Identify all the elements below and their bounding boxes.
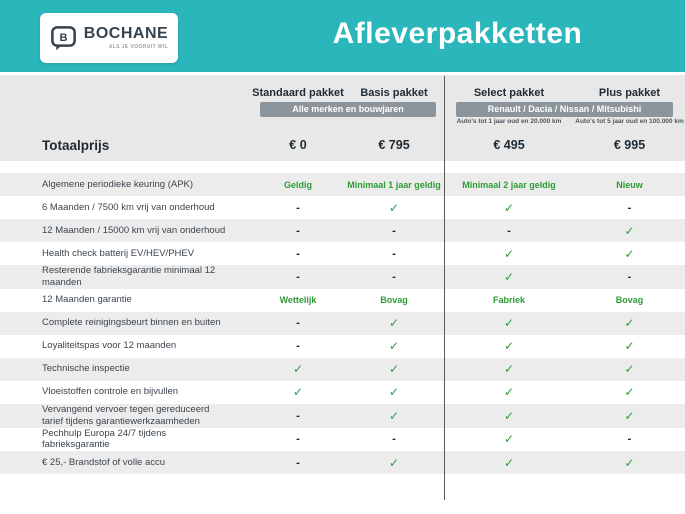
row-label: Technische inspectie	[42, 363, 130, 375]
group-badge-wrap-left	[252, 102, 444, 117]
total-price-basis: € 795	[378, 138, 410, 152]
row-cell: ✓	[624, 246, 635, 261]
row-cell: ✓	[503, 316, 515, 331]
row-cell: -	[296, 201, 300, 214]
brand-name: BOCHANE	[83, 25, 169, 42]
feature-row	[0, 219, 685, 242]
row-cell: -	[392, 247, 396, 260]
row-cell: Minimaal 1 jaar geldig	[347, 179, 441, 190]
row-cell: ✓	[624, 316, 635, 331]
row-cell: Minimaal 2 jaar geldig	[462, 179, 556, 190]
row-cell: ✓	[388, 385, 400, 400]
row-cell: ✓	[388, 316, 400, 331]
row-cell: ✓	[624, 385, 635, 400]
row-cell: ✓	[503, 432, 515, 447]
row-cell: ✓	[388, 362, 400, 377]
total-price-plus: € 995	[613, 138, 646, 152]
row-label: Vloeistoffen controle en bijvullen	[42, 386, 179, 398]
row-cell: ✓	[503, 455, 515, 470]
row-cell: ✓	[388, 200, 400, 215]
row-cell: -	[507, 224, 511, 237]
row-cell: ✓	[503, 408, 515, 423]
row-cell: -	[296, 247, 300, 260]
row-cell: ✓	[503, 200, 515, 215]
feature-row	[0, 404, 685, 428]
row-cell: -	[392, 270, 396, 283]
row-cell: -	[392, 433, 396, 446]
row-cell: Nieuw	[616, 179, 643, 190]
feature-row	[0, 265, 685, 289]
feature-row	[0, 358, 685, 381]
row-label: 12 Maanden garantie	[42, 294, 132, 306]
row-label: Loyaliteitspas voor 12 maanden	[42, 340, 177, 352]
row-cell: ✓	[624, 339, 635, 354]
row-cell: ✓	[503, 246, 515, 261]
column-header-select: Select pakket	[473, 87, 545, 99]
brand-tagline: ALS JE VOORUIT WIL	[108, 44, 169, 50]
feature-row	[0, 196, 685, 219]
column-note-select: Auto's tot 1 jaar oud en 20.000 km	[456, 118, 562, 125]
feature-row	[0, 242, 685, 265]
row-cell: Fabriek	[492, 295, 525, 306]
row-label: Algemene periodieke keuring (APK)	[42, 178, 194, 190]
group-badge-all-brands: Alle merken en bouwjaren	[260, 102, 436, 117]
group-badge-wrap-right	[444, 102, 685, 117]
column-header-plus: Plus pakket	[598, 87, 661, 99]
row-cell: -	[296, 433, 300, 446]
row-cell: ✓	[292, 362, 304, 377]
row-cell: ✓	[388, 408, 400, 423]
header-banner	[0, 0, 685, 72]
feature-row	[0, 312, 685, 335]
row-cell: ✓	[503, 269, 515, 284]
column-header-basis: Basis pakket	[360, 87, 428, 99]
total-price-select: € 495	[493, 138, 525, 152]
row-cell: -	[296, 317, 300, 330]
column-note-plus: Auto's tot 5 jaar oud en 100.000 km	[575, 118, 684, 125]
row-cell: ✓	[624, 408, 635, 423]
column-divider	[444, 76, 445, 500]
row-cell: -	[627, 270, 632, 283]
total-row	[0, 133, 685, 157]
row-label: Complete reinigingsbeurt binnen en buiten	[42, 317, 221, 329]
row-cell: Wettelijk	[279, 295, 317, 306]
feature-row	[0, 428, 685, 452]
row-label: 6 Maanden / 7500 km vrij van onderhoud	[42, 201, 215, 213]
row-cell: ✓	[388, 339, 400, 354]
column-header-standaard: Standaard pakket	[252, 87, 344, 99]
column-notes-row	[0, 118, 685, 129]
feature-row	[0, 381, 685, 404]
row-cell: -	[627, 433, 632, 446]
row-cell: -	[296, 409, 300, 422]
feature-row	[0, 451, 685, 474]
row-cell: ✓	[624, 223, 635, 238]
row-cell: -	[296, 224, 300, 237]
table-header	[0, 75, 685, 161]
page-title: Afleverpakketten	[332, 17, 583, 50]
row-label: Resterende fabrieksgarantie minimaal 12 maanden	[42, 265, 216, 288]
bochane-logo-icon	[50, 25, 77, 52]
row-label: 12 Maanden / 15000 km vrij van onderhoud	[42, 224, 226, 236]
row-cell: -	[296, 340, 300, 353]
row-cell: ✓	[503, 339, 515, 354]
column-headers-row	[0, 81, 685, 99]
row-cell: ✓	[503, 362, 515, 377]
total-price-standaard: € 0	[289, 138, 307, 152]
bochane-logo	[40, 13, 178, 63]
svg-text:B: B	[59, 31, 68, 44]
row-cell: ✓	[624, 455, 635, 470]
row-cell: ✓	[292, 385, 304, 400]
row-cell: -	[296, 270, 300, 283]
row-cell: Bovag	[615, 295, 644, 306]
row-cell: -	[392, 224, 396, 237]
row-label: Pechhulp Europa 24/7 tijdens fabrieksgarantie	[42, 427, 167, 451]
row-cell: -	[627, 201, 632, 214]
feature-rows	[0, 173, 685, 474]
row-cell: ✓	[388, 455, 400, 470]
feature-row	[0, 173, 685, 196]
row-label: € 25,- Brandstof of volle accu	[42, 456, 166, 468]
group-badges-row	[0, 102, 685, 117]
header-gap	[0, 161, 685, 173]
logo-text	[84, 26, 168, 50]
row-label: Vervangend vervoer tegen gereduceerd tarief tijdens garantiewerkzaamheden	[42, 403, 210, 427]
row-cell: ✓	[503, 385, 515, 400]
total-label: Totaalprijs	[42, 137, 110, 153]
group-badges-spacer	[0, 102, 252, 117]
row-cell: ✓	[624, 362, 635, 377]
row-cell: Geldig	[283, 179, 312, 190]
group-badge-renault-group: Renault / Dacia / Nissan / Mitsubishi	[456, 102, 673, 117]
row-label: Health check batterij EV/HEV/PHEV	[42, 247, 195, 259]
row-cell: Bovag	[380, 295, 408, 306]
row-cell: -	[296, 456, 300, 469]
feature-row	[0, 335, 685, 358]
feature-row	[0, 289, 685, 312]
